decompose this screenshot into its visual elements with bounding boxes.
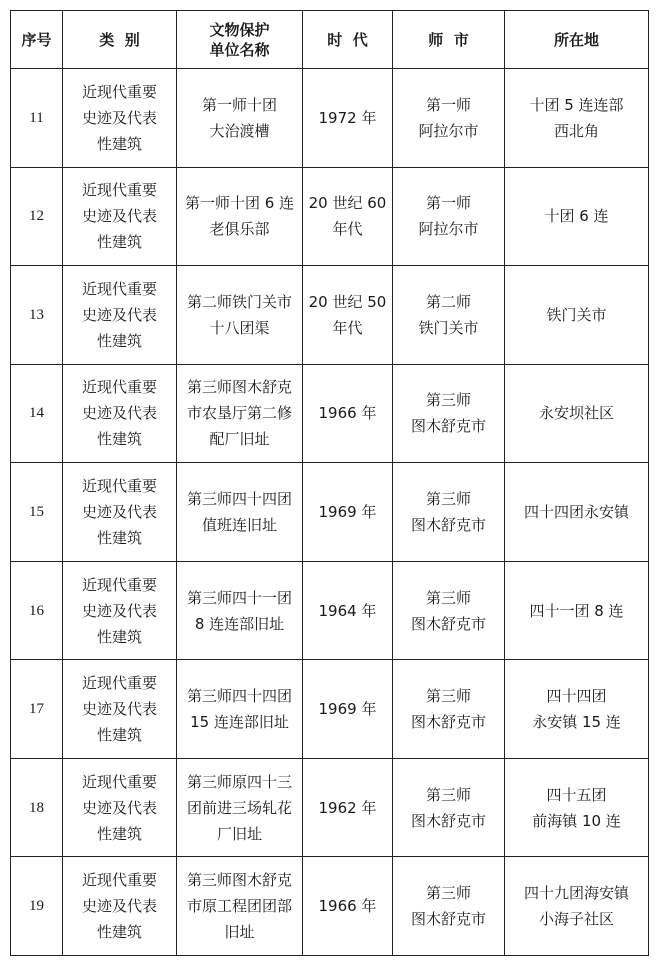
cell-division-line: 阿拉尔市 xyxy=(418,121,479,140)
cell-location-line: 四十四团 xyxy=(546,687,607,706)
cell-site-name-line: 团前进三场轧花 xyxy=(186,798,292,817)
cell-category-line: 史迹及代表 xyxy=(81,108,157,127)
cell-category xyxy=(63,364,177,463)
cell-category-line: 性建筑 xyxy=(96,233,142,252)
cell-no: 12 xyxy=(11,167,63,266)
cell-division xyxy=(393,266,505,365)
cell-site-name-line: 第三师四十四团 xyxy=(186,687,292,706)
cell-category xyxy=(63,69,177,168)
cell-site-name-line: 第三师四十四团 xyxy=(186,489,292,508)
cell-site-name xyxy=(177,364,303,463)
cell-category-line: 性建筑 xyxy=(96,923,142,942)
cell-location-line: 四十九团海安镇 xyxy=(523,884,629,903)
cell-location xyxy=(505,364,649,463)
table-row xyxy=(11,69,649,168)
cell-no: 15 xyxy=(11,463,63,562)
cell-category xyxy=(63,266,177,365)
cell-location-line: 十团 6 连 xyxy=(544,207,609,226)
table-row xyxy=(11,463,649,562)
cell-category xyxy=(63,167,177,266)
cell-site-name-line: 市原工程团团部 xyxy=(186,897,292,916)
table-row xyxy=(11,660,649,759)
cell-category-line: 性建筑 xyxy=(96,824,142,843)
cell-site-name xyxy=(177,69,303,168)
cell-site-name-line: 第一师十团 xyxy=(201,95,277,114)
header-no: 序号 xyxy=(11,11,63,69)
cell-category xyxy=(63,758,177,857)
cell-no: 13 xyxy=(11,266,63,365)
cell-era-line: 1962 年 xyxy=(318,798,377,817)
cell-category-line: 史迹及代表 xyxy=(81,897,157,916)
cell-category-line: 近现代重要 xyxy=(81,82,157,101)
cell-era-line: 年代 xyxy=(332,220,363,239)
cell-category xyxy=(63,561,177,660)
cell-division xyxy=(393,758,505,857)
cell-division-line: 阿拉尔市 xyxy=(418,220,479,239)
cell-era-line: 1969 年 xyxy=(318,502,377,521)
cell-location-line: 小海子社区 xyxy=(538,910,614,929)
cell-division-line: 图木舒克市 xyxy=(410,713,486,732)
table-row xyxy=(11,561,649,660)
cell-category-line: 性建筑 xyxy=(96,134,142,153)
cell-category-line: 近现代重要 xyxy=(81,476,157,495)
cell-site-name-line: 15 连连部旧址 xyxy=(190,713,289,732)
cell-site-name xyxy=(177,561,303,660)
cell-site-name xyxy=(177,660,303,759)
cell-no: 17 xyxy=(11,660,63,759)
table-row xyxy=(11,364,649,463)
cell-site-name xyxy=(177,758,303,857)
cell-category-line: 近现代重要 xyxy=(81,575,157,594)
cell-location xyxy=(505,266,649,365)
cell-category-line: 性建筑 xyxy=(96,528,142,547)
cell-division-line: 第三师 xyxy=(425,687,471,706)
cell-location xyxy=(505,69,649,168)
cell-site-name-line: 第一师十团 6 连 xyxy=(184,194,295,213)
cell-era xyxy=(303,561,393,660)
cell-era-line: 20 世纪 50 xyxy=(308,292,387,311)
heritage-sites-table xyxy=(10,10,649,956)
cell-location xyxy=(505,167,649,266)
cell-category-line: 性建筑 xyxy=(96,430,142,449)
cell-division xyxy=(393,69,505,168)
cell-era-line: 1966 年 xyxy=(318,404,377,423)
cell-no: 14 xyxy=(11,364,63,463)
cell-location-line: 西北角 xyxy=(553,121,599,140)
header-name xyxy=(177,11,303,69)
cell-site-name-line: 厂旧址 xyxy=(216,824,262,843)
cell-division-line: 图木舒克市 xyxy=(410,614,486,633)
cell-site-name-line: 老俱乐部 xyxy=(209,220,270,239)
cell-category-line: 史迹及代表 xyxy=(81,502,157,521)
cell-category-line: 近现代重要 xyxy=(81,674,157,693)
cell-era-line: 1969 年 xyxy=(318,700,377,719)
cell-location xyxy=(505,660,649,759)
cell-site-name-line: 第三师原四十三 xyxy=(186,772,292,791)
cell-location-line: 前海镇 10 连 xyxy=(532,811,621,830)
cell-era-line: 1972 年 xyxy=(318,108,377,127)
cell-site-name-line: 配厂旧址 xyxy=(209,430,270,449)
cell-division-line: 第三师 xyxy=(425,785,471,804)
cell-category-line: 史迹及代表 xyxy=(81,798,157,817)
cell-location-line: 永安坝社区 xyxy=(538,404,614,423)
cell-category-line: 性建筑 xyxy=(96,627,142,646)
table-row xyxy=(11,857,649,956)
cell-category-line: 史迹及代表 xyxy=(81,700,157,719)
header-location: 所在地 xyxy=(505,11,649,69)
cell-site-name-line: 十八团渠 xyxy=(209,318,270,337)
table-row xyxy=(11,758,649,857)
cell-division xyxy=(393,561,505,660)
cell-location-line: 铁门关市 xyxy=(546,305,607,324)
cell-site-name-line: 8 连连部旧址 xyxy=(194,614,285,633)
cell-no: 19 xyxy=(11,857,63,956)
cell-site-name-line: 第三师图木舒克 xyxy=(186,378,292,397)
header-division: 师 市 xyxy=(393,11,505,69)
cell-category-line: 史迹及代表 xyxy=(81,404,157,423)
cell-era xyxy=(303,463,393,562)
cell-location-line: 四十一团 8 连 xyxy=(529,601,624,620)
cell-category-line: 性建筑 xyxy=(96,331,142,350)
document-page xyxy=(10,10,648,956)
cell-location-line: 四十五团 xyxy=(546,785,607,804)
cell-era xyxy=(303,857,393,956)
cell-category xyxy=(63,857,177,956)
cell-division-line: 图木舒克市 xyxy=(410,811,486,830)
cell-site-name-line: 大治渡槽 xyxy=(209,121,270,140)
cell-site-name-line: 第三师四十一团 xyxy=(186,588,292,607)
cell-site-name-line: 旧址 xyxy=(224,923,255,942)
cell-division-line: 图木舒克市 xyxy=(410,910,486,929)
cell-location xyxy=(505,463,649,562)
table-body xyxy=(11,69,649,956)
cell-division xyxy=(393,857,505,956)
table-row xyxy=(11,266,649,365)
cell-division-line: 第二师 xyxy=(425,292,471,311)
cell-category-line: 史迹及代表 xyxy=(81,207,157,226)
cell-category-line: 近现代重要 xyxy=(81,378,157,397)
cell-category-line: 史迹及代表 xyxy=(81,305,157,324)
cell-division-line: 第三师 xyxy=(425,884,471,903)
cell-era-line: 1966 年 xyxy=(318,897,377,916)
cell-site-name-line: 第三师图木舒克 xyxy=(186,871,292,890)
cell-site-name xyxy=(177,857,303,956)
cell-era xyxy=(303,266,393,365)
cell-division-line: 图木舒克市 xyxy=(410,417,486,436)
cell-site-name xyxy=(177,463,303,562)
cell-location-line: 永安镇 15 连 xyxy=(532,713,621,732)
cell-category-line: 近现代重要 xyxy=(81,279,157,298)
cell-category-line: 近现代重要 xyxy=(81,772,157,791)
cell-location-line: 四十四团永安镇 xyxy=(523,502,629,521)
cell-division xyxy=(393,463,505,562)
cell-site-name xyxy=(177,167,303,266)
cell-division xyxy=(393,167,505,266)
cell-category xyxy=(63,463,177,562)
cell-era-line: 年代 xyxy=(332,318,363,337)
header-name-line: 文物保护 xyxy=(209,20,270,39)
cell-category-line: 史迹及代表 xyxy=(81,601,157,620)
table-header-row xyxy=(11,11,649,69)
header-name-line: 单位名称 xyxy=(209,40,270,59)
cell-era-line: 20 世纪 60 xyxy=(308,194,387,213)
cell-division xyxy=(393,364,505,463)
cell-no: 16 xyxy=(11,561,63,660)
cell-era xyxy=(303,758,393,857)
cell-division-line: 第三师 xyxy=(425,489,471,508)
cell-location-line: 十团 5 连连部 xyxy=(529,95,624,114)
cell-site-name xyxy=(177,266,303,365)
cell-location xyxy=(505,561,649,660)
cell-category-line: 性建筑 xyxy=(96,726,142,745)
cell-division-line: 第一师 xyxy=(425,95,471,114)
header-category: 类 别 xyxy=(63,11,177,69)
cell-location xyxy=(505,857,649,956)
cell-category-line: 近现代重要 xyxy=(81,181,157,200)
cell-era xyxy=(303,660,393,759)
cell-division-line: 第一师 xyxy=(425,194,471,213)
header-era: 时 代 xyxy=(303,11,393,69)
cell-site-name-line: 市农垦厅第二修 xyxy=(186,404,292,423)
cell-division xyxy=(393,660,505,759)
cell-era-line: 1964 年 xyxy=(318,601,377,620)
cell-site-name-line: 值班连旧址 xyxy=(201,515,277,534)
cell-location xyxy=(505,758,649,857)
table-row xyxy=(11,167,649,266)
cell-site-name-line: 第二师铁门关市 xyxy=(186,292,292,311)
cell-division-line: 第三师 xyxy=(425,391,471,410)
cell-category xyxy=(63,660,177,759)
cell-no: 11 xyxy=(11,69,63,168)
cell-no: 18 xyxy=(11,758,63,857)
cell-era xyxy=(303,167,393,266)
cell-division-line: 铁门关市 xyxy=(418,318,479,337)
cell-era xyxy=(303,69,393,168)
cell-division-line: 第三师 xyxy=(425,588,471,607)
cell-era xyxy=(303,364,393,463)
cell-category-line: 近现代重要 xyxy=(81,871,157,890)
cell-division-line: 图木舒克市 xyxy=(410,515,486,534)
